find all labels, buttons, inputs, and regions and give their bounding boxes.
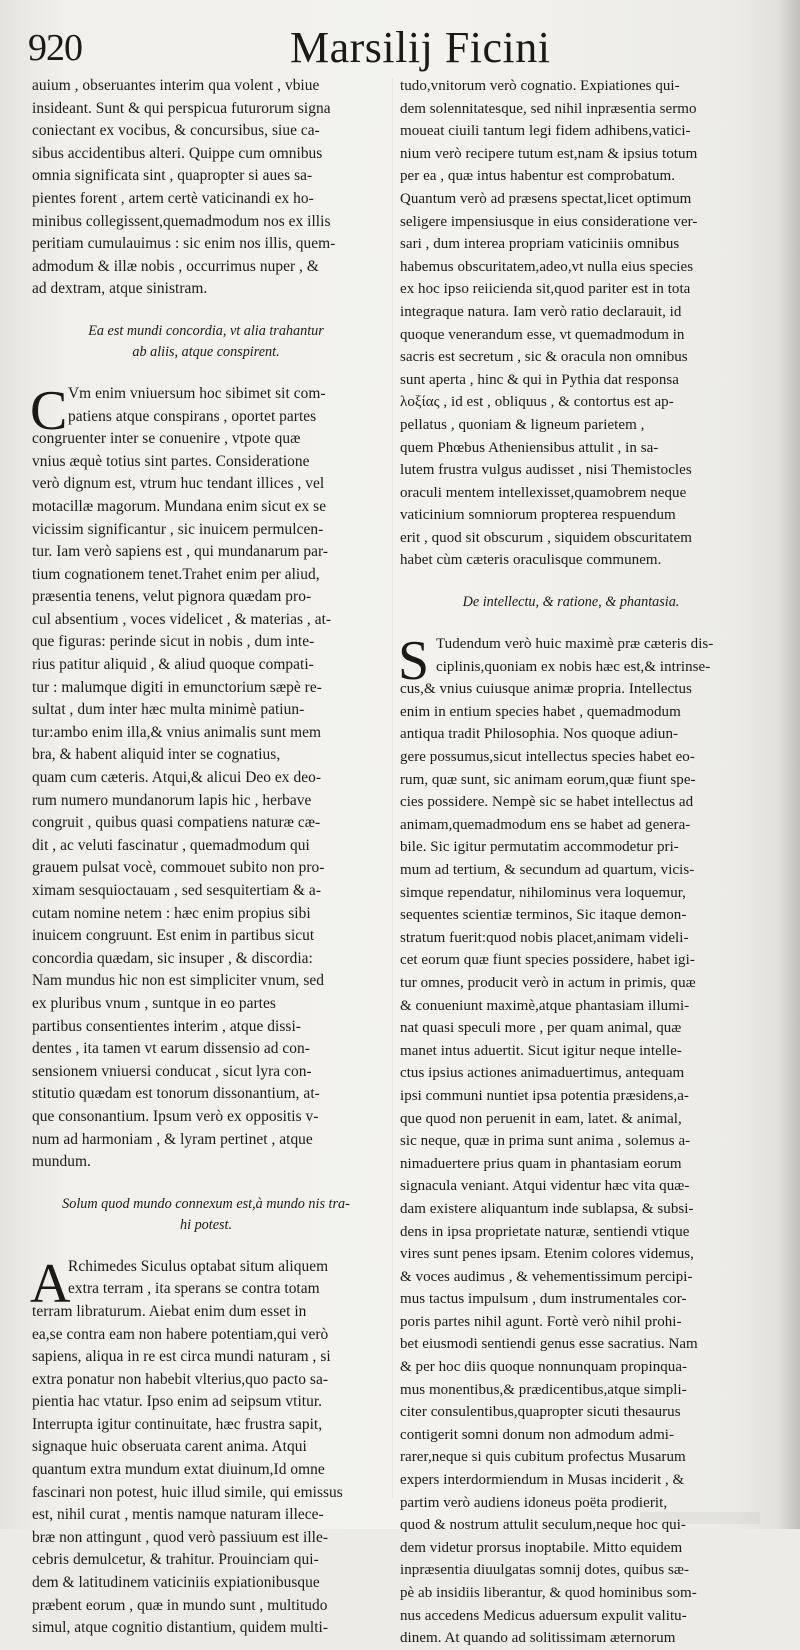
text-line: bet eiusmodi sentiendi genus esse sacratius. Nam [400, 1336, 698, 1353]
text-line: sultat , dum inter hæc multa minimè patiun- [32, 701, 305, 719]
text-line: sapiens, aliqua in re est circa mundi naturam , si [32, 1348, 331, 1366]
left-paragraph-1 [32, 75, 380, 301]
text-line: integraque natura. Iam verò ratio declarauit, id [400, 303, 682, 320]
text-line: dam existere aliquantum inde sublapsa, & subsi- [400, 1200, 694, 1217]
left-column [30, 75, 380, 1637]
text-line: tium cognationem tenet.Trahet enim per aliud, [32, 565, 320, 583]
text-line: admodum & illæ nobis , occurrimus nuper , & [32, 257, 319, 275]
text-line: dem & latitudinem vaticiniis expiationibusque [32, 1574, 320, 1592]
heading-line: Solum quod mundo connexum est,à mundo nis tra- [62, 1195, 350, 1212]
text-line: quem Phœbus Atheniensibus attulit , in sa- [400, 439, 659, 456]
text-line: minibus collegissent,quemadmodum nos ex illis [32, 212, 331, 230]
spacer [32, 1174, 380, 1194]
text-line: mum ad tertium, & secundum ad quartum, vicis- [400, 862, 695, 878]
text-line: tur. Iam verò sapiens est , qui mundanarum par- [32, 543, 329, 561]
text-line: λοξίας , id est , obliquus , & contortus est ap- [400, 394, 674, 411]
text-line: habemus obscuritatem,adeo,vt nulla eius species [400, 258, 694, 275]
text-line: signaque huic obseruata carent anima. Atqui [32, 1438, 307, 1456]
text-line: Quantum verò ad præsens spectat,licet optimum [400, 190, 692, 207]
text-line: bra, & habent aliquid inter se cognatius, [32, 746, 281, 764]
text-line: dem solennitatesque, sed nihil inpræsentia sermo [400, 100, 697, 117]
text-line: tudo,vnitorum verò cognatio. Expiationes qui- [400, 78, 680, 94]
text-line: enim in entium species habet , quemadmodum [400, 703, 681, 720]
text-line: cutam nomine netem : hæc enim propius sibi [32, 904, 311, 922]
text-line: insideant. Sunt & qui perspicua futurorum signa [32, 99, 331, 117]
text-line: partim verò audiens idoneus poëta prodierit, [400, 1494, 668, 1511]
text-line: quam cum cæteris. Atqui,& alicui Deo ex deo- [32, 769, 321, 787]
text-line: ctus ipsius actiones animaduertimus, antequam [400, 1065, 685, 1082]
text-line: pè ab insidiis liberantur, & quod hominibus som- [400, 1585, 697, 1601]
text-line: nus accedens Medicus aduersum expulit valitu- [400, 1607, 687, 1624]
text-line: nium verò recipere tutum est,nam & ipsius totum [400, 145, 698, 162]
text-line: verò dignum est, vtrum huc tendant illices , vel [32, 475, 325, 493]
text-line: omnia significata sint , quapropter si aues sa- [32, 167, 313, 185]
text-line: citer consulentibus,quapropter sicuti thesaurus [400, 1404, 681, 1421]
text-line: sacris est secretum , sic & oracula non omnibus [400, 349, 688, 366]
text-line: vaticinium somniorum propterea respuendum [400, 507, 676, 524]
text-line: quod & nostrum attulit seculum,neque hoc qui- [400, 1517, 686, 1534]
text-line: præbent eorum , quæ in mundo sunt , multitudo [32, 1596, 328, 1614]
text-line: stitutio quædam est tonorum dissonantium, at- [32, 1085, 320, 1103]
right-paragraph-2 [398, 630, 742, 1650]
text-line: cies possidere. Nempè sic se habet intellectus ad [400, 794, 694, 811]
text-line: grauem pulsat vocè, commouet subito non pro- [32, 859, 325, 877]
text-line: nat quasi speculi more , per quam animal, quæ [400, 1020, 682, 1037]
text-line: manet intus aduertit. Sicut igitur neque intelle- [400, 1042, 682, 1059]
text-line: moueat ciuili tantum legi fidem adhibens,vatici- [400, 123, 691, 140]
text-line: animam,quemadmodum ens se habet ad genera- [400, 816, 691, 833]
spacer [32, 363, 380, 383]
heading-line: ab aliis, atque conspirent. [132, 343, 280, 360]
text-line: cebris demulcetur, & trahitur. Prouinciam qui- [32, 1551, 319, 1569]
text-line: num ad harmoniam , & lyram pertinet , atque [32, 1130, 313, 1148]
left-heading-2 [32, 1194, 380, 1236]
text-line: peritiam cumulauimus : sic enim nos illis, quem- [32, 235, 336, 253]
text-line: sic neque, quæ in prima sunt anima , solemus a- [400, 1133, 691, 1150]
text-line: sensionem vniuersi conducat , sicut lyra con- [32, 1062, 312, 1080]
text-line: dinem. At quando ad solitissimam æternorum [400, 1630, 676, 1647]
text-line: congruenter inter se conuenire , vtpote quæ [32, 430, 301, 448]
text-line: Nam mundus hic non est simpliciter vnum, sed [32, 972, 325, 990]
text-line: expers interdormiendum in Musas inciderit , & [400, 1472, 685, 1489]
heading-line: hi potest. [179, 1216, 233, 1233]
text-line: lutem frustra vulgus audisset , nisi Themistocles [400, 462, 692, 479]
spacer [32, 1236, 380, 1256]
text-line: Interrupta igitur continuitate, hæc frustra sapit, [32, 1415, 323, 1433]
text-line: ciplinis,quoniam ex nobis hæc est,& intrinse- [436, 658, 711, 675]
spacer [32, 301, 380, 321]
text-line: sibus accidentibus alteri. Quippe cum omnibus [32, 144, 323, 162]
text-line: inpræsentia diuulgatas somnij dotes, quibus sæ- [400, 1562, 690, 1579]
text-line: coniectant ex vocibus, & concursibus, siue ca- [32, 122, 320, 140]
spacer [400, 572, 742, 592]
text-line: fascinari non potest, huic illud simile, qui emissus [32, 1483, 343, 1501]
text-line: ex pluribus vnum , suntque in eo partes [32, 994, 276, 1012]
text-line: rum numero mundanorum lapis hic , herbave [32, 791, 312, 809]
text-line: extra terram , ita sperans se contra totam [68, 1280, 320, 1298]
drop-cap-initial: A [30, 1252, 71, 1315]
text-line: sunt aperta , hinc & qui in Pythia dat responsa [400, 371, 679, 388]
right-paragraph-1 [400, 75, 742, 572]
bleed-through-smudge [640, 1512, 760, 1524]
text-line: tur : malumque digiti in emunctorium sæpè re- [32, 678, 322, 696]
text-line: pientia hac vtatur. Ipso enim ad seipsum vtitur. [32, 1393, 323, 1411]
text-line: congruit , quibus quasi compatiens naturæ cæ- [32, 814, 321, 832]
text-line: dem videtur prorsus inoptabile. Mitto equidem [400, 1539, 683, 1556]
text-line: extra ponatur non habebit vlterius,quo pacto sa- [32, 1370, 329, 1388]
column-divider [392, 78, 393, 1498]
text-line: que quod non peruenit in eam, latet. & animal, [400, 1110, 682, 1127]
heading-line: Ea est mundi concordia, vt alia trahantur [88, 322, 324, 339]
text-line: bile. Sic igitur permutatim accommodetur pri- [400, 839, 679, 856]
drop-cap-initial: S [398, 630, 430, 693]
text-line: cus,& vnius cuiusque animæ propria. Intellectus [400, 681, 692, 698]
text-line: mus tactus impulsum , dum instrumentales cor- [400, 1291, 687, 1308]
running-head: Marsilij Ficini [290, 23, 551, 72]
text-line: bræ non attingunt , quod verò passiuum est ille- [32, 1528, 329, 1546]
text-line: ex hoc ipso reiicienda sit,quod pariter est in tota [400, 281, 691, 298]
right-column [398, 75, 742, 1647]
text-line: tur:ambo enim illa,& vnius animalis sunt mem [32, 723, 322, 741]
text-line: rius patitur aliquid , & aliud quoque compati- [32, 656, 314, 674]
text-line: vicissim significantur , sic inuicem permulcen- [32, 520, 324, 538]
text-line: Rchimedes Siculus optabat situm aliquem [68, 1257, 329, 1275]
text-line: vnius æquè totius sint partes. Consideratione [32, 452, 310, 470]
text-line: quoque venerandum esse, vt quemadmodum in [400, 326, 685, 343]
spacer [400, 613, 742, 633]
page-edge-shadow [778, 0, 800, 1529]
text-line: dit , ac veluti fascinatur , quemadmodum qui [32, 836, 310, 854]
text-line: vires sunt penes ipsam. Etenim colores videmus, [400, 1246, 694, 1263]
text-line: dens in ipsa proprietate naturæ, sentiendi vtique [400, 1223, 690, 1240]
text-line: per ea , quæ intus habentur est comprobatum. [400, 168, 676, 185]
text-line: que consonantium. Ipsum verò ex oppositis v- [32, 1107, 319, 1125]
text-line: contigerit somni donum non admodum admi- [400, 1426, 675, 1443]
text-line: cet eorum quæ fiunt species possidere, habet igi- [400, 952, 695, 969]
text-line: sequentes scientiæ terminos, Sic itaque demon- [400, 907, 687, 924]
page-number: 920 [28, 27, 82, 69]
left-paragraph-3 [30, 1252, 380, 1640]
text-line: & per hoc diis quoque nonnunquam propinqua- [400, 1359, 688, 1376]
heading-line: De intellectu, & ratione, & phantasia. [462, 594, 680, 611]
text-line: oraculi mentem intellexisset,quamobrem neque [400, 484, 687, 501]
text-line: pellatus , quoniam & ligneum parietem , [400, 416, 645, 433]
text-line: ipsi communi nuntiet ipsa potentia præsidens,a- [400, 1087, 689, 1104]
text-line: ximam sesquioctauam , sed sesquitertiam & a- [32, 882, 321, 899]
text-line: mus monentibus,& prædicentibus,atque simpli- [400, 1381, 687, 1398]
text-line: partibus consentientes interim , atque dissi- [32, 1017, 301, 1035]
text-line: motacillæ magorum. Mundana enim sicut ex se [32, 497, 327, 515]
text-line: est, nihil curat , mentis namque naturam illece- [32, 1506, 324, 1524]
text-line: auium , obseruantes interim qua volent , vbiue [32, 77, 320, 94]
text-line: gere possumus,sicut intellectus species habet eo- [400, 749, 695, 766]
right-heading-1 [400, 592, 742, 613]
text-line: mundum. [32, 1153, 91, 1171]
text-line: signacula veniant. Atqui videntur hæc vita quæ- [400, 1178, 690, 1195]
text-line: habet cùm cæteris oraculisque communem. [400, 552, 662, 569]
text-line: & voces audimus , & vehementissimum percipi- [400, 1268, 693, 1285]
text-line: antiqua tradit Philosophia. Nos quoque adiun- [400, 726, 679, 743]
text-line: nimaduertere prius quam in phantasiam eorum [400, 1155, 682, 1172]
text-line: præsentia tenens, velut pignora quædam pro- [32, 588, 312, 606]
text-line: Vm enim vniuersum hoc sibimet sit com- [68, 384, 326, 402]
text-line: terram libraturum. Aiebat enim dum esset in [32, 1302, 307, 1320]
text-line: inuicem congruunt. Est enim in partibus sicut [32, 927, 315, 945]
text-line: patiens atque conspirans , oportet partes [68, 407, 317, 425]
left-heading-1 [32, 321, 380, 363]
drop-cap-initial: C [30, 379, 68, 442]
text-line: cul absentium , voces videlicet , & materias , at- [32, 610, 332, 628]
text-line: rum, quæ sunt, sic animam eorum,quæ fiunt spe- [400, 771, 696, 788]
text-line: seligere impensiusque in eius consideratione ver- [400, 213, 698, 230]
text-line: poris partes nihil agunt. Fortè verò nihil prohi- [400, 1313, 682, 1330]
text-line: erit , quod sit obscurum , siquidem obscuritatem [400, 529, 692, 546]
text-line: & conueniunt maximè,atque phantasiam illumi- [400, 997, 690, 1014]
text-line: stratum fuerit:quod nobis placet,animam videli- [400, 929, 689, 946]
text-line: dentes , ita tamen vt earum dissensio ad con- [32, 1040, 310, 1058]
text-line: sari , dum interea propriam vaticiniis omnibus [400, 236, 680, 253]
text-line: que figuras: perinde sicut in nobis , dum inte- [32, 633, 315, 651]
text-line: quantum extra mundum extat diuinum,Id omne [32, 1461, 325, 1479]
text-line: ea,se contra eam non habere potentiam,qui verò [32, 1325, 329, 1343]
text-line: pientes forent , artem certè vaticinandi ex ho- [32, 189, 314, 207]
text-line: Tudendum verò huic maximè præ cæteris dis- [436, 636, 714, 653]
text-line: tur omnes, producit verò in actum in primis, quæ [400, 974, 696, 991]
text-line: simul, atque cognitio distantium, quidem multi- [32, 1619, 329, 1637]
text-line: concordia quædam, sic insuper , & discordia: [32, 949, 313, 967]
text-line: rarer,neque si quis cubitum profectus Musarum [400, 1449, 686, 1466]
left-paragraph-2 [30, 379, 380, 1174]
text-line: ad dextram, atque sinistram. [32, 280, 208, 298]
text-line: simque rependatur, nihilominus vera loquemur, [400, 884, 686, 901]
